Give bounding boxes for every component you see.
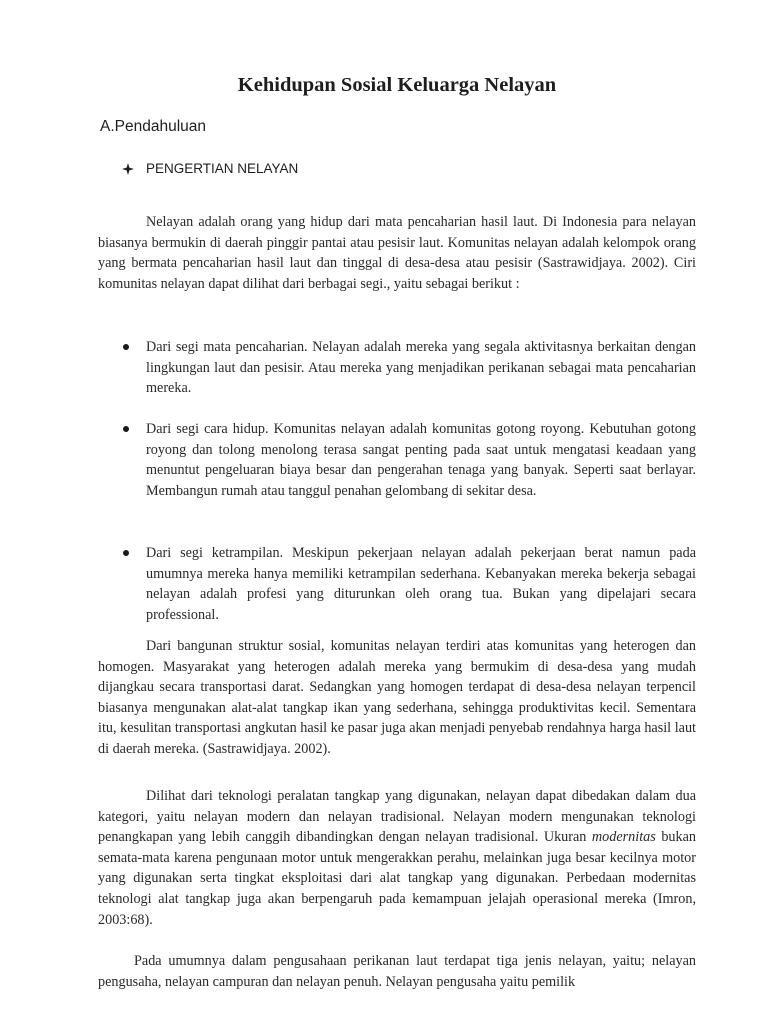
diamond-bullet-icon	[122, 163, 134, 175]
list-item-text: Dari segi ketrampilan. Meskipun pekerjaan nelayan adalah pekerjaan berat namun pada umumnya mereka hanya memiliki ketrampilan sederhana. Kebanyakan mereka bekerja sebagai nelayan adalah profesi yang diturunkan oleh orang tua. Bukan yang dipelajari secara professional.	[146, 545, 696, 623]
sub-heading	[122, 160, 298, 178]
paragraph-teknologi-text-before: Dilihat dari teknologi peralatan tangkap yang digunakan, nelayan dapat dibedakan dalam dua kategori, yaitu nelayan modern dan nelayan tradisional. Nelayan modern mengunakan teknologi penangkapan yang lebih canggih dibandingkan dengan nelayan tradisional. Ukuran	[98, 788, 696, 846]
intro-paragraph-text: Nelayan adalah orang yang hidup dari mata pencaharian hasil laut. Di Indonesia para nelayan biasanya bermukin di daerah pinggir pantai atau pesisir laut. Komunitas nelayan adalah kelompok orang yang bermata pencaharian hasil laut dan tinggal di desa-desa atau pesisir (Sastrawidjaya. 2002). Ciri komunitas nelayan dapat dilihat dari berbagai segi., yaitu sebagai berikut :	[98, 214, 696, 292]
list-item	[122, 419, 696, 501]
paragraph-teknologi	[98, 786, 696, 930]
list-item	[122, 543, 696, 625]
list-item-text: Dari segi cara hidup. Komunitas nelayan adalah komunitas gotong royong. Kebutuhan gotong royong dan tolong menolong terasa sangat penting pada saat untuk mengatasi keadaan yang menuntut pengeluaran biaya besar dan pengerahan tenaga yang banyak. Seperti saat berlayar. Membangun rumah atau tanggul penahan gelombang di sekitar desa.	[146, 421, 696, 499]
sub-heading-label: PENGERTIAN NELAYAN	[146, 161, 299, 176]
list-item-text: Dari segi mata pencaharian. Nelayan adalah mereka yang segala aktivitasnya berkaitan dengan lingkungan laut dan pesisir. Atau mereka yang menjadikan perikanan sebagai mata pencaharian mereka.	[146, 339, 696, 397]
paragraph-jenis-nelayan	[98, 951, 696, 992]
paragraph-jenis-text: Pada umumnya dalam pengusahaan perikanan laut terdapat tiga jenis nelayan, yaitu; nelayan pengusaha, nelayan campuran dan nelayan penuh. Nelayan pengusaha yaitu pemilik	[98, 953, 696, 990]
paragraph-teknologi-text-after: bukan semata-mata karena pengunaan motor untuk mengerakkan perahu, melainkan juga besar kecilnya motor yang digunakan serta tingkat eksploitasi dari alat tangkap yang digunakan. Perbedaan modernitas teknologi alat tangkap juga akan berpengaruh pada kemampuan jelajah operasional mereka (Imron, 2003:68).	[98, 829, 696, 928]
bullet-dot-icon	[122, 337, 146, 399]
bullet-dot-icon	[122, 419, 146, 501]
paragraph-struktur-sosial	[98, 636, 696, 760]
bullet-dot-icon	[122, 543, 146, 625]
paragraph-struktur-text: Dari bangunan struktur sosial, komunitas nelayan terdiri atas komunitas yang heterogen dan homogen. Masyarakat yang heterogen adalah mereka yang bermukim di desa-desa yang mudah dijangkau secara transportasi darat. Sedangkan yang homogen terdapat di desa-desa nelayan terpencil biasanya mengunakan alat-alat tangkap ikan yang sederhana, sehingga produktivitas kecil. Sementara itu, kesulitan transportasi angkutan hasil ke pasar juga akan menjadi penyebab rendahnya harga hasil laut di daerah mereka. (Sastrawidjaya. 2002).	[98, 638, 696, 757]
document-title: Kehidupan Sosial Keluarga Nelayan	[237, 74, 557, 96]
intro-paragraph	[98, 212, 696, 294]
list-item	[122, 337, 696, 399]
paragraph-teknologi-italic: modernitas	[591, 829, 656, 846]
section-heading: A.Pendahuluan	[100, 118, 207, 135]
